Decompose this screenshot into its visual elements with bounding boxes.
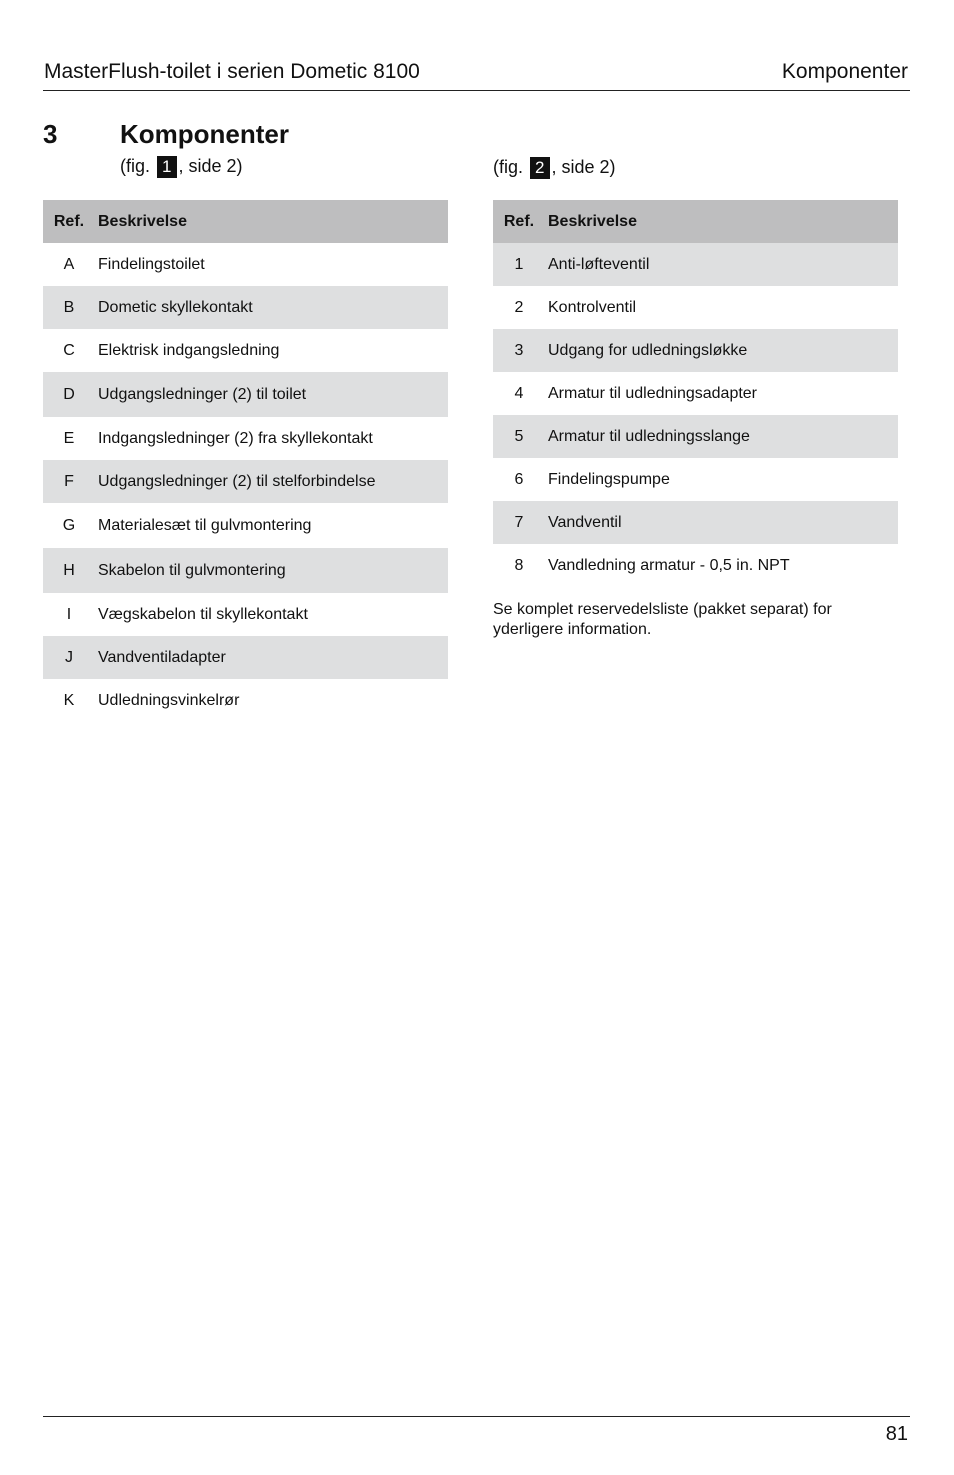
table-row	[493, 286, 898, 329]
table-row	[43, 636, 448, 679]
figure-number-badge: 1	[157, 156, 176, 178]
description-cell: Udgangsledninger (2) til toilet	[97, 372, 448, 417]
table-row	[43, 503, 448, 548]
ref-cell: 1	[493, 243, 547, 286]
section-title: Komponenter	[120, 119, 289, 149]
description-cell: Anti-løfteventil	[547, 243, 898, 286]
ref-cell: K	[63, 691, 75, 709]
table-row	[43, 460, 448, 503]
description-cell: Elektrisk indgangsledning	[98, 341, 280, 359]
ref-cell: G	[62, 516, 76, 534]
description-cell: Udgang for udledningsløkke	[547, 329, 898, 372]
description-cell: Vandledning armatur - 0,5 in. NPT	[548, 556, 790, 574]
description-cell: Udledningsvinkelrør	[98, 691, 240, 709]
table-header-row	[493, 200, 898, 243]
table-row	[493, 544, 898, 587]
description-cell: Findelingstoilet	[98, 255, 205, 273]
components-table-fig2	[493, 200, 898, 587]
ref-cell: H	[43, 548, 97, 593]
ref-cell: 6	[514, 470, 524, 488]
table-row	[43, 593, 448, 636]
table-row	[493, 501, 898, 544]
page-footer	[43, 1416, 910, 1445]
table-row	[43, 329, 448, 372]
fig-suffix: , side 2)	[551, 157, 616, 177]
section-number: 3	[43, 119, 58, 149]
ref-cell: F	[43, 460, 97, 503]
description-cell: Vandventiladapter	[97, 636, 448, 679]
ref-cell: E	[63, 429, 75, 447]
column-header-ref: Ref.	[43, 200, 97, 243]
ref-cell: C	[63, 341, 75, 359]
page-number: 81	[885, 1423, 908, 1445]
ref-cell: D	[43, 372, 97, 417]
table-row	[43, 243, 448, 286]
ref-cell: 2	[514, 298, 524, 316]
table-row	[43, 679, 448, 722]
ref-cell: B	[43, 286, 97, 329]
ref-cell: I	[66, 605, 72, 623]
components-table-fig1	[43, 200, 448, 722]
table-row	[43, 417, 448, 460]
fig-prefix: (fig.	[493, 157, 524, 177]
table-row	[43, 372, 448, 417]
table-row	[493, 329, 898, 372]
document-title: MasterFlush-toilet i serien Dometic 8100	[44, 60, 420, 83]
table-row	[43, 286, 448, 329]
page-header	[43, 58, 910, 91]
spare-parts-note: Se komplet reservedelsliste (pakket separat) for yderligere information.	[493, 601, 832, 638]
table-row	[493, 415, 898, 458]
description-cell: Kontrolventil	[548, 298, 637, 316]
description-cell: Vægskabelon til skyllekontakt	[98, 605, 308, 623]
description-cell: Armatur til udledningsslange	[547, 415, 898, 458]
ref-cell: 8	[514, 556, 524, 574]
description-cell: Indgangsledninger (2) fra skyllekontakt	[98, 429, 373, 447]
header-section-name: Komponenter	[781, 60, 908, 83]
description-cell: Findelingspumpe	[548, 470, 670, 488]
fig-suffix: , side 2)	[178, 156, 243, 176]
column-header-ref: Ref.	[493, 200, 547, 243]
column-header-description: Beskrivelse	[547, 200, 898, 243]
table-row	[493, 243, 898, 286]
description-cell: Vandventil	[547, 501, 898, 544]
figure-number-badge: 2	[530, 157, 549, 179]
ref-cell: 4	[514, 384, 524, 402]
table-row	[493, 458, 898, 501]
table-header-row	[43, 200, 448, 243]
description-cell: Udgangsledninger (2) til stelforbindelse	[97, 460, 448, 503]
description-cell: Skabelon til gulvmontering	[97, 548, 448, 593]
table-row	[43, 548, 448, 593]
description-cell: Dometic skyllekontakt	[97, 286, 448, 329]
fig-prefix: (fig.	[120, 156, 151, 176]
column-header-description: Beskrivelse	[97, 200, 448, 243]
figure-reference-2	[493, 157, 616, 179]
figure-reference-1	[120, 156, 243, 178]
ref-cell: J	[43, 636, 97, 679]
ref-cell: 5	[493, 415, 547, 458]
ref-cell: 7	[493, 501, 547, 544]
description-cell: Materialesæt til gulvmontering	[98, 516, 312, 534]
ref-cell: A	[63, 255, 75, 273]
description-cell: Armatur til udledningsadapter	[548, 384, 758, 402]
ref-cell: 3	[493, 329, 547, 372]
table-row	[493, 372, 898, 415]
